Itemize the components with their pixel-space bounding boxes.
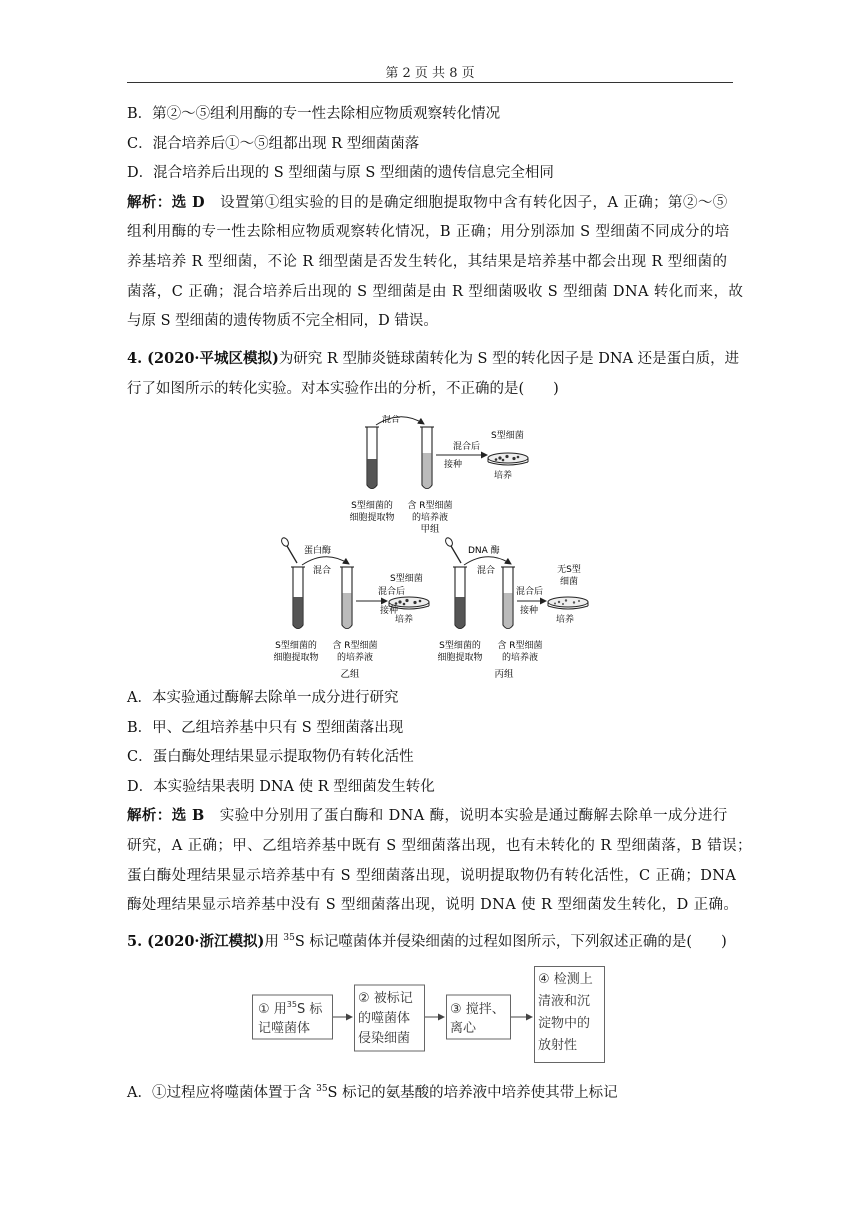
q4-analysis-line-1 — [127, 806, 735, 826]
q5-stem-post: S 标记噬菌体并侵染细菌的过程如图所示，下列叙述正确的是( ) — [294, 934, 727, 950]
flow-box-3-line-2: 离心 — [450, 1021, 477, 1036]
q4-analysis-line-3: 蛋白酶处理结果显示培养基中有 S 型细菌落出现，说明提取物仍有转化活性，C 正确；DNA — [127, 868, 737, 884]
transformation-experiment-figure — [250, 415, 610, 685]
r-culture-label-a-1: 含 R型细菌 — [407, 501, 453, 511]
flow-box-4-line-3: 淀物中的 — [538, 1016, 591, 1031]
q4-analysis-line-4: 酶处理结果显示培养基中没有 S 型细菌落出现，说明 DNA 使 R 型细菌发生转化，D 正确。 — [127, 897, 739, 913]
q5-option-a-post: S 标记的氨基酸的培养液中培养使其带上标记 — [327, 1085, 618, 1101]
q3-analysis-line-2: 组利用酶的专一性去除相应物质观察转化情况，B 正确；用分别添加 S 型细菌不同成分的培 — [127, 224, 730, 240]
petri-dish-a — [488, 453, 528, 465]
dnase-label: DNA 酶 — [468, 546, 500, 556]
tube-extract-b — [291, 567, 305, 629]
group-c — [437, 537, 588, 680]
q3-option-d: D．混合培养后出现的 S 型细菌与原 S 型细菌的遗传信息完全相同 — [127, 165, 554, 181]
flow-box-2-line-3: 侵染细菌 — [358, 1031, 411, 1046]
s-colony-label-b: S型细菌 — [390, 574, 423, 584]
q4-stem-text-1: 为研究 R 型肺炎链球菌转化为 S 型的转化因子是 DNA 还是蛋白质，进 — [278, 351, 740, 367]
tube-extract-c — [453, 567, 467, 629]
group-c-label: 丙组 — [494, 669, 514, 680]
after-mix-label-a: 混合后 — [453, 442, 481, 452]
culture-label-c: 培养 — [556, 615, 575, 625]
q4-number: 4. (2020·平城区模拟) — [127, 350, 279, 367]
petri-dish-c — [548, 597, 588, 609]
group-a-label: 甲组 — [420, 524, 440, 535]
flow-box-1-line-1: ① 用$^{35}$S 标 — [258, 1000, 323, 1017]
flow-box-4-line-1: ④ 检测上 — [538, 972, 593, 987]
q4-stem-line-2: 行了如图所示的转化实验。对本实验作出的分析，不正确的是( ) — [127, 381, 559, 397]
q3-analysis-text-1: 设置第①组实验的目的是确定细胞提取物中含有转化因子，A 正确；第②～⑤ — [220, 195, 728, 211]
extract-label-c-1: S型细菌的 — [439, 641, 481, 651]
page-header: 第 2 页 共 8 页 — [385, 66, 475, 81]
flow-box-2-line-1: ② 被标记 — [358, 991, 413, 1006]
extract-label-a-1: S型细菌的 — [351, 501, 393, 511]
group-b-label: 乙组 — [340, 669, 360, 680]
mix-arrow-c — [464, 557, 511, 565]
q3-analysis-line-3: 养基培养 R 型细菌，不论 R 细型菌是否发生转化，其结果是培养基中都会出现 R 型细菌的 — [127, 254, 728, 270]
flow-box-4-line-4: 放射性 — [538, 1038, 578, 1053]
extract-label-a-2: 细胞提取物 — [349, 513, 395, 523]
q5-option-a-sup: 35 — [316, 1084, 328, 1094]
inoculate-label-c: 接种 — [520, 606, 539, 616]
q3-analysis-label: 解析：选 D — [127, 194, 206, 211]
flow-box-1 — [253, 995, 333, 1039]
q4-option-c: C．蛋白酶处理结果显示提取物仍有转化活性 — [127, 749, 414, 765]
mix-arrow-b — [302, 557, 349, 565]
tube-extract-a — [365, 427, 379, 489]
flow-box-3 — [447, 995, 511, 1039]
q4-stem-line-1 — [127, 349, 740, 369]
q3-analysis-line-1 — [127, 193, 735, 213]
q5-number: 5. (2020·浙江模拟) — [127, 933, 265, 950]
q4-analysis-text-1: 实验中分别用了蛋白酶和 DNA 酶，说明本实验是通过酶解去除单一成分进行 — [219, 808, 728, 824]
group-b — [273, 537, 429, 680]
tube-r-culture-b — [340, 567, 354, 629]
q3-option-b: B．第②～⑤组利用酶的专一性去除相应物质观察转化情况 — [127, 106, 501, 122]
r-culture-label-c-1: 含 R型细菌 — [497, 641, 543, 651]
extract-label-b-2: 细胞提取物 — [273, 653, 319, 663]
q5-stem-pre: 用 — [264, 934, 284, 950]
tube-r-culture-c — [501, 567, 515, 629]
tube-r-culture-a — [420, 427, 434, 489]
flow-box-1-line-2: 记噬菌体 — [258, 1021, 311, 1036]
phage-labeling-flowchart — [252, 966, 642, 1066]
r-culture-label-b-1: 含 R型细菌 — [332, 641, 378, 651]
q5-option-a-pre: A．①过程应将噬菌体置于含 — [127, 1085, 317, 1101]
r-culture-label-a-2: 的培养液 — [411, 513, 449, 523]
petri-dish-b — [389, 597, 429, 609]
q3-option-c: C．混合培养后①～⑤组都出现 R 型细菌菌落 — [127, 136, 420, 152]
s-colony-label-a: S型细菌 — [491, 431, 524, 441]
flow-box-4-line-2: 清液和沉 — [538, 994, 591, 1009]
flow-box-2 — [355, 985, 425, 1051]
culture-label-a: 培养 — [494, 471, 513, 481]
protease-dropper — [280, 537, 297, 563]
no-s-label-2: 细菌 — [559, 577, 579, 587]
extract-label-b-1: S型细菌的 — [275, 641, 317, 651]
group-a — [349, 415, 528, 535]
inoculate-label-a: 接种 — [444, 460, 463, 470]
r-culture-label-b-2: 的培养液 — [336, 653, 374, 663]
q4-analysis-label: 解析：选 B — [127, 807, 205, 824]
q4-option-a: A．本实验通过酶解去除单一成分进行研究 — [127, 690, 399, 706]
after-mix-label-c: 混合后 — [516, 587, 544, 597]
mix-label-a: 混合 — [381, 415, 401, 425]
q3-analysis-line-4: 菌落，C 正确；混合培养后出现的 S 型细菌是由 R 型细菌吸收 S 型细菌 DNA 转化而来，故 — [127, 284, 744, 300]
flow-box-2-line-2: 的噬菌体 — [358, 1011, 411, 1026]
after-mix-label-b: 混合后 — [378, 587, 406, 597]
q5-stem-sup: 35 — [283, 933, 295, 943]
q4-option-b: B．甲、乙组培养基中只有 S 型细菌落出现 — [127, 720, 404, 736]
no-s-label-1: 无S型 — [557, 565, 581, 575]
q4-option-d: D．本实验结果表明 DNA 使 R 型细菌发生转化 — [127, 779, 435, 795]
header-rule — [127, 82, 733, 83]
q5-option-a — [127, 1079, 735, 1103]
mix-label-c: 混合 — [476, 566, 496, 576]
flow-box-3-line-1: ③ 搅拌、 — [450, 1002, 505, 1017]
q3-analysis-line-5: 与原 S 型细菌的遗传物质不完全相同，D 错误。 — [127, 313, 438, 329]
extract-label-c-2: 细胞提取物 — [437, 653, 483, 663]
q4-analysis-line-2: 研究，A 正确；甲、乙组培养基中既有 S 型细菌落出现，也有未转化的 R 型细菌落，B 错误； — [127, 838, 752, 854]
mix-label-b: 混合 — [312, 566, 332, 576]
inoculate-label-b: 接种 — [380, 606, 399, 616]
culture-label-b: 培养 — [395, 615, 414, 625]
dnase-dropper — [444, 537, 461, 563]
flow-box-4 — [535, 967, 605, 1063]
protease-label: 蛋白酶 — [304, 546, 332, 556]
r-culture-label-c-2: 的培养液 — [501, 653, 539, 663]
q5-stem — [127, 928, 735, 952]
